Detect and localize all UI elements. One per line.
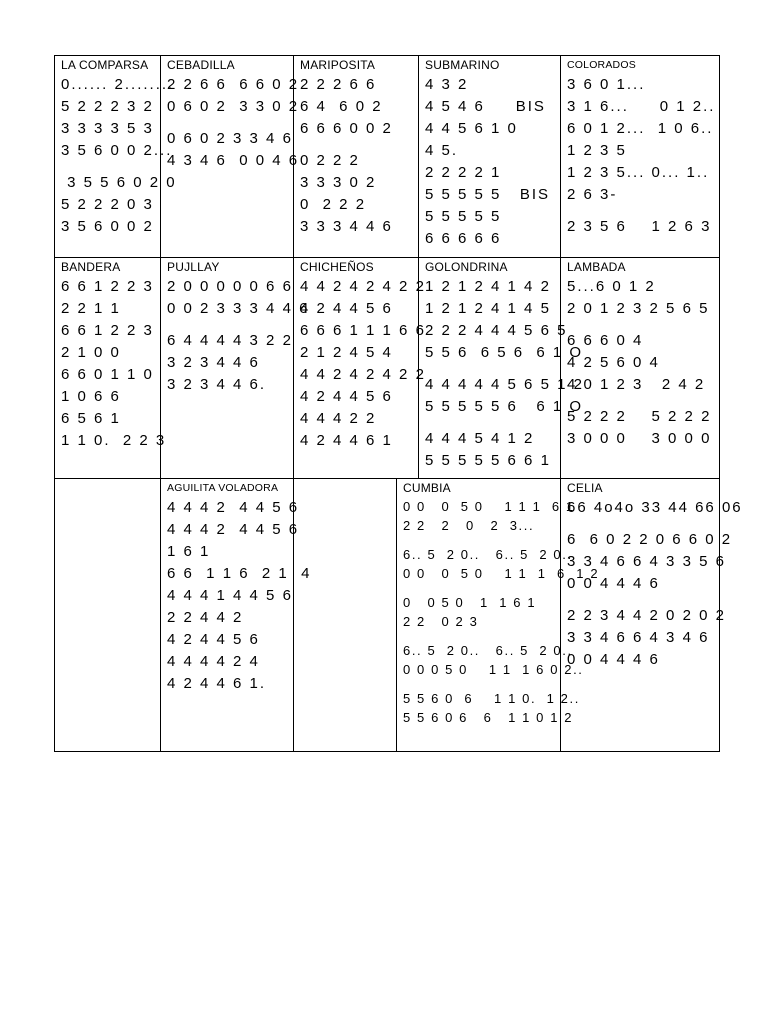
note-line: 4 4 5 6 1 0 xyxy=(425,120,518,137)
note-line: 2 1 0 0 xyxy=(61,344,121,361)
note-line: 2 0 0 0 0 0 6 6 xyxy=(167,278,293,295)
note-line: 6 6 0 1 1 0 xyxy=(61,366,154,383)
note-line: 4 5 4 6 BIS xyxy=(425,98,546,115)
note-line: 2 2 1 1 xyxy=(61,300,121,317)
note-line: 3 3 3 4 4 6 xyxy=(300,218,393,235)
note-line: 2 2 4 4 2 xyxy=(167,609,244,626)
song-notes xyxy=(167,74,300,172)
note-line: 0 0 4 4 4 6 xyxy=(567,651,660,668)
line-gap xyxy=(167,118,288,128)
note-line: 4 4 4 2 4 4 5 6 xyxy=(167,499,300,516)
note-line: 6 6 1 1 6 2 1 4 xyxy=(167,565,312,582)
line-gap xyxy=(61,162,155,172)
line-gap xyxy=(403,679,555,689)
note-line: 0 6 0 2 3 3 0 2 xyxy=(167,98,300,115)
note-line: 1 1 0. 2 2 3 xyxy=(61,432,167,449)
line-gap xyxy=(567,396,714,406)
note-line: 6 4 6 0 2 xyxy=(300,98,383,115)
note-line: 6 4 4 4 4 3 2 2 xyxy=(167,332,293,349)
note-line: 3 5 6 0 0 2 xyxy=(61,218,154,235)
note-line: 2 2 6 6 6 6 0 2 xyxy=(167,76,300,93)
note-line: 5 5 6 0 6 6 1 1 0 1 2 xyxy=(403,710,574,725)
note-line: 6 6 1 2 2 3 xyxy=(61,278,154,295)
note-line: 5 2 2 2 3 2 xyxy=(61,98,154,115)
note-line: 4 4 4 4 2 4 xyxy=(167,653,260,670)
song-title: CELIA xyxy=(567,481,603,495)
note-line: 4 4 4 2 2 xyxy=(300,410,377,427)
note-line: 1 2 3 5... 0... 1.. xyxy=(567,164,710,181)
note-line: 4 2 5 6 0 4 xyxy=(567,354,660,371)
note-line: 0 2 2 2 xyxy=(300,196,367,213)
note-line: 2 2 2 2 1 xyxy=(425,164,502,181)
song-notes xyxy=(167,276,310,396)
note-line: 4 3 4 6 0 0 4 6 xyxy=(167,152,300,169)
line-gap xyxy=(300,140,413,150)
note-line: 6 5 6 1 xyxy=(61,410,121,427)
song-cell-colorados xyxy=(560,55,720,258)
note-line: 1 2 3 5 xyxy=(567,142,627,159)
line-gap xyxy=(403,583,555,593)
note-line: 0 0 0 5 0 1 1 1 6 1 2 xyxy=(403,566,600,581)
note-line: 4 2 4 4 5 6 xyxy=(300,388,393,405)
song-title: LA COMPARSA xyxy=(61,58,149,72)
note-line: 4 0 1 2 3 2 4 2 xyxy=(567,376,706,393)
song-cell-mariposita xyxy=(293,55,419,258)
note-line: 2 2 0 2 3 xyxy=(403,614,479,629)
note-line: 6 6 6 0 4 xyxy=(567,332,644,349)
note-line: 2 0 1 2 3 2 5 6 5 xyxy=(567,300,710,317)
song-title: SUBMARINO xyxy=(425,58,500,72)
song-notes xyxy=(425,74,555,250)
note-line: 4 4 4 2 4 4 5 6 xyxy=(167,521,300,538)
song-cell-bandera xyxy=(54,257,167,479)
note-line: 0 0 2 3 3 3 4 4 6 xyxy=(167,300,310,317)
note-line: 0 2 2 2 xyxy=(300,152,360,169)
note-line: 0 0 0 5 0 1 1 1 6 1 xyxy=(403,499,575,514)
note-line: 2 3 5 6 1 2 6 3 xyxy=(567,218,712,235)
note-line: 6 6 6 0 0 2 xyxy=(300,120,393,137)
song-cell-celia xyxy=(560,478,743,752)
song-cell-lambada xyxy=(560,257,720,479)
empty-cell xyxy=(54,478,161,752)
note-line: 5...6 0 1 2 xyxy=(567,278,656,295)
song-title: BANDERA xyxy=(61,260,121,274)
line-gap xyxy=(403,535,555,545)
song-cell-aguilita-voladora xyxy=(160,478,312,752)
song-notes xyxy=(403,497,600,727)
song-cell-submarino xyxy=(418,55,561,258)
note-line: 4 2 4 4 6 1. xyxy=(167,675,267,692)
note-line: 6 6 1 2 2 3 xyxy=(61,322,154,339)
line-gap xyxy=(167,320,288,330)
note-line: 0 6 0 2 3 3 4 6 xyxy=(167,130,293,147)
note-line: 5 5 6 6 5 6 6 1 O xyxy=(425,344,584,361)
note-line: 3 5 6 0 0 2... xyxy=(61,142,173,159)
note-line: 1 2 1 2 4 1 4 2 xyxy=(425,278,551,295)
song-cell-pujllay xyxy=(160,257,310,479)
song-cell-chichenos xyxy=(293,257,426,479)
note-line: 6 6 6 6 6 xyxy=(425,230,502,247)
song-title: CEBADILLA xyxy=(167,58,235,72)
note-line: 5 5 5 5 5 xyxy=(425,208,502,225)
note-line: 3 2 3 4 4 6. xyxy=(167,376,267,393)
song-notes xyxy=(300,74,413,238)
note-line: 66 4o4o 33 44 66 06 xyxy=(567,499,743,516)
note-line: 5 5 5 5 5 BIS xyxy=(425,186,551,203)
song-cell-golondrina xyxy=(418,257,584,479)
note-line: 6.. 5 2 0.. 6.. 5 2 0.. xyxy=(403,643,573,658)
note-line: 4 2 4 4 5 6 xyxy=(167,631,260,648)
song-notes xyxy=(167,497,312,695)
song-title: LAMBADA xyxy=(567,260,626,274)
song-grid xyxy=(54,55,743,752)
note-line: 6 6 0 2 2 0 6 6 0 2 xyxy=(567,531,733,548)
note-line: 6.. 5 2 0.. 6.. 5 2 0.. xyxy=(403,547,573,562)
note-line: 6 6 6 1 1 1 6 6 xyxy=(300,322,426,339)
line-gap xyxy=(567,519,714,529)
empty-cell xyxy=(293,478,397,752)
note-line: 5 5 6 0 6 1 1 0. 1 2.. xyxy=(403,691,580,706)
note-line: 3 0 0 0 3 0 0 0 xyxy=(567,430,712,447)
line-gap xyxy=(403,631,555,641)
note-line: 5 5 5 5 5 6 6 1 O xyxy=(425,398,584,415)
song-cell-la-comparsa xyxy=(54,55,177,258)
note-line: 5 5 5 5 5 6 6 1 xyxy=(425,452,551,469)
note-line: 5 2 2 2 5 2 2 2 xyxy=(567,408,712,425)
note-line: 4 4 2 4 2 4 2 2 xyxy=(300,366,426,383)
song-notes xyxy=(567,497,743,671)
note-line: 4 4 4 5 4 1 2 xyxy=(425,430,535,447)
song-notes xyxy=(61,74,177,238)
note-line: 2 2 2 0 2 3... xyxy=(403,518,535,533)
song-title: AGUILITA VOLADORA xyxy=(167,482,279,494)
note-line: 3 1 6... 0 1 2.. xyxy=(567,98,716,115)
song-title: GOLONDRINA xyxy=(425,260,508,274)
note-line: 0 0 5 0 1 1 6 1 xyxy=(403,595,537,610)
note-line: 3 3 4 6 6 4 3 4 6 xyxy=(567,629,710,646)
line-gap xyxy=(425,418,555,428)
line-gap xyxy=(425,364,555,374)
note-line: 3 6 0 1... xyxy=(567,76,646,93)
note-line: 2 6 3- xyxy=(567,186,618,203)
note-line: 3 3 4 6 6 4 3 3 5 6 xyxy=(567,553,726,570)
song-cell-cebadilla xyxy=(160,55,300,258)
song-title: COLORADOS xyxy=(567,59,636,71)
line-gap xyxy=(567,206,714,216)
song-title: CUMBIA xyxy=(403,481,451,495)
note-line: 4 4 2 4 2 4 2 2 xyxy=(300,278,426,295)
note-line: 4 3 2 xyxy=(425,76,469,93)
note-line: 4 5. xyxy=(425,142,459,159)
song-title: CHICHEÑOS xyxy=(300,260,374,274)
note-line: 3 2 3 4 4 6 xyxy=(167,354,260,371)
note-line: 0...... 2........ xyxy=(61,76,175,93)
song-notes xyxy=(567,74,714,238)
song-notes xyxy=(425,276,584,472)
note-line: 4 4 4 4 4 5 6 5 1 2 xyxy=(425,376,584,393)
song-notes xyxy=(567,276,714,450)
note-line: 4 2 4 4 6 1 xyxy=(300,432,393,449)
note-line: 4 4 4 1 4 4 5 6 xyxy=(167,587,293,604)
note-line: 0 0 4 4 4 6 xyxy=(567,575,660,592)
note-line: 1 0 6 6 xyxy=(61,388,121,405)
line-gap xyxy=(567,320,714,330)
line-gap xyxy=(567,595,714,605)
note-line: 3 3 3 0 2 xyxy=(300,174,377,191)
note-line: 2 2 3 4 4 2 0 2 0 2 xyxy=(567,607,726,624)
song-title: MARIPOSITA xyxy=(300,58,376,72)
note-line: 1 2 1 2 4 1 4 5 xyxy=(425,300,551,317)
note-line: 4 2 4 4 5 6 xyxy=(300,300,393,317)
song-title: PUJLLAY xyxy=(167,260,220,274)
note-line: 6 0 1 2... 1 0 6.. xyxy=(567,120,714,137)
song-notes xyxy=(61,276,167,452)
note-line: 3 5 5 6 0 2 0 xyxy=(61,174,177,191)
note-line: 0 0 0 5 0 1 1 1 6 0 2.. xyxy=(403,662,584,677)
note-line: 1 6 1 xyxy=(167,543,211,560)
note-line: 3 3 3 3 5 3 xyxy=(61,120,154,137)
note-line: 5 2 2 2 0 3 xyxy=(61,196,154,213)
note-line: 2 1 2 4 5 4 xyxy=(300,344,393,361)
song-notes xyxy=(300,276,426,452)
note-line: 2 2 2 4 4 4 5 6 5 xyxy=(425,322,568,339)
note-line: 2 2 2 6 6 xyxy=(300,76,377,93)
